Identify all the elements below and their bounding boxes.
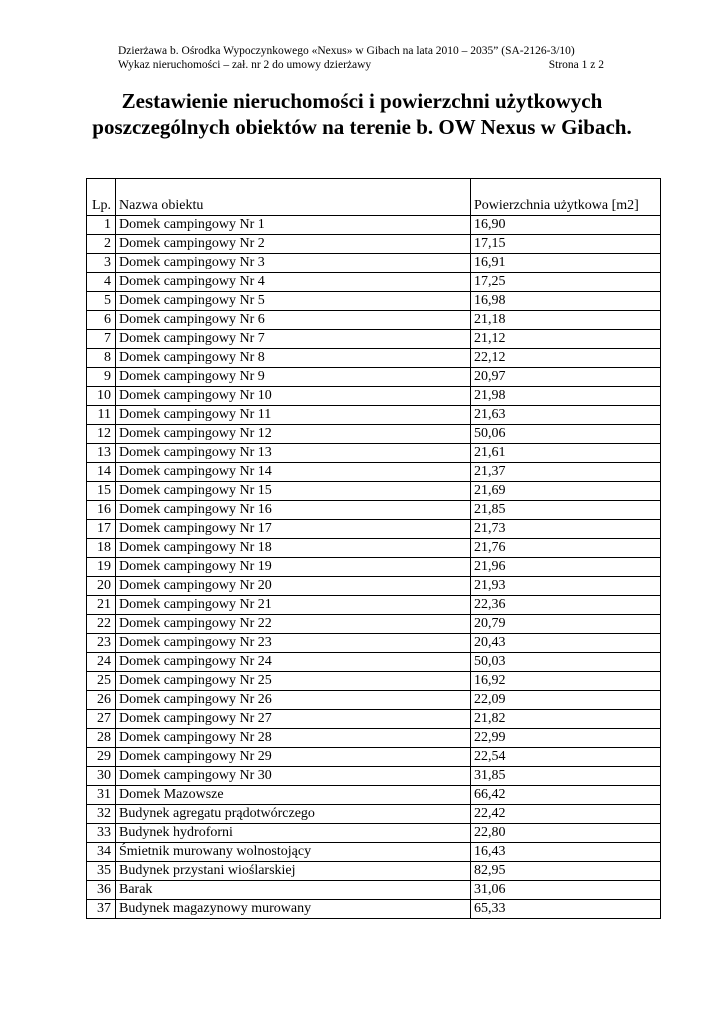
row-number: 34 (87, 843, 116, 862)
table-row (87, 254, 661, 273)
row-number: 24 (87, 653, 116, 672)
usable-area: 22,36 (471, 596, 661, 615)
row-number: 12 (87, 425, 116, 444)
table-row (87, 349, 661, 368)
table-row (87, 216, 661, 235)
object-name: Domek campingowy Nr 30 (116, 767, 471, 786)
usable-area: 16,98 (471, 292, 661, 311)
document-title: Zestawienie nieruchomości i powierzchni użytkowych poszczególnych obiektów na terenie b. OW Nexus w Gibach. (92, 89, 632, 139)
usable-area: 21,73 (471, 520, 661, 539)
property-table (86, 178, 661, 919)
table-row (87, 558, 661, 577)
object-name: Barak (116, 881, 471, 900)
usable-area: 21,69 (471, 482, 661, 501)
table-row (87, 330, 661, 349)
table-row (87, 786, 661, 805)
table-row (87, 653, 661, 672)
table-row (87, 748, 661, 767)
object-name: Domek campingowy Nr 19 (116, 558, 471, 577)
object-name: Domek campingowy Nr 12 (116, 425, 471, 444)
table-row (87, 387, 661, 406)
row-number: 22 (87, 615, 116, 634)
row-number: 16 (87, 501, 116, 520)
table-row (87, 672, 661, 691)
row-number: 6 (87, 311, 116, 330)
usable-area: 20,97 (471, 368, 661, 387)
usable-area: 50,03 (471, 653, 661, 672)
row-number: 28 (87, 729, 116, 748)
object-name: Domek campingowy Nr 28 (116, 729, 471, 748)
usable-area: 21,37 (471, 463, 661, 482)
usable-area: 16,43 (471, 843, 661, 862)
object-name: Śmietnik murowany wolnostojący (116, 843, 471, 862)
object-name: Domek campingowy Nr 11 (116, 406, 471, 425)
row-number: 5 (87, 292, 116, 311)
object-name: Budynek przystani wioślarskiej (116, 862, 471, 881)
object-name: Domek campingowy Nr 2 (116, 235, 471, 254)
object-name: Domek campingowy Nr 22 (116, 615, 471, 634)
object-name: Domek campingowy Nr 15 (116, 482, 471, 501)
table-row (87, 501, 661, 520)
object-name: Budynek hydroforni (116, 824, 471, 843)
row-number: 25 (87, 672, 116, 691)
object-name: Domek campingowy Nr 24 (116, 653, 471, 672)
object-name: Domek campingowy Nr 1 (116, 216, 471, 235)
table-row (87, 406, 661, 425)
row-number: 29 (87, 748, 116, 767)
object-name: Domek campingowy Nr 13 (116, 444, 471, 463)
usable-area: 16,91 (471, 254, 661, 273)
table-row (87, 805, 661, 824)
column-header-name: Nazwa obiektu (116, 179, 471, 216)
row-number: 13 (87, 444, 116, 463)
table-row (87, 843, 661, 862)
table-row (87, 292, 661, 311)
object-name: Domek campingowy Nr 14 (116, 463, 471, 482)
row-number: 27 (87, 710, 116, 729)
usable-area: 22,42 (471, 805, 661, 824)
row-number: 3 (87, 254, 116, 273)
table-row (87, 539, 661, 558)
object-name: Domek campingowy Nr 17 (116, 520, 471, 539)
table-row (87, 425, 661, 444)
table-row (87, 729, 661, 748)
row-number: 15 (87, 482, 116, 501)
row-number: 21 (87, 596, 116, 615)
usable-area: 21,63 (471, 406, 661, 425)
table-row (87, 634, 661, 653)
usable-area: 66,42 (471, 786, 661, 805)
object-name: Domek campingowy Nr 3 (116, 254, 471, 273)
table-row (87, 520, 661, 539)
object-name: Domek campingowy Nr 21 (116, 596, 471, 615)
usable-area: 31,06 (471, 881, 661, 900)
table-row (87, 368, 661, 387)
row-number: 14 (87, 463, 116, 482)
row-number: 7 (87, 330, 116, 349)
table-row (87, 881, 661, 900)
object-name: Domek campingowy Nr 20 (116, 577, 471, 596)
row-number: 10 (87, 387, 116, 406)
usable-area: 21,85 (471, 501, 661, 520)
table-row (87, 691, 661, 710)
table-row (87, 463, 661, 482)
row-number: 2 (87, 235, 116, 254)
row-number: 31 (87, 786, 116, 805)
table-header-row (87, 179, 661, 216)
object-name: Domek campingowy Nr 29 (116, 748, 471, 767)
row-number: 23 (87, 634, 116, 653)
usable-area: 21,76 (471, 539, 661, 558)
page-number: Strona 1 z 2 (548, 59, 604, 71)
table-body (87, 216, 661, 919)
object-name: Domek campingowy Nr 6 (116, 311, 471, 330)
usable-area: 22,09 (471, 691, 661, 710)
row-number: 30 (87, 767, 116, 786)
usable-area: 21,82 (471, 710, 661, 729)
object-name: Domek campingowy Nr 10 (116, 387, 471, 406)
row-number: 32 (87, 805, 116, 824)
row-number: 17 (87, 520, 116, 539)
row-number: 9 (87, 368, 116, 387)
row-number: 18 (87, 539, 116, 558)
row-number: 37 (87, 900, 116, 919)
table-row (87, 273, 661, 292)
column-header-area: Powierzchnia użytkowa [m2] (471, 179, 661, 216)
row-number: 1 (87, 216, 116, 235)
row-number: 35 (87, 862, 116, 881)
object-name: Domek Mazowsze (116, 786, 471, 805)
table-row (87, 862, 661, 881)
row-number: 26 (87, 691, 116, 710)
usable-area: 20,79 (471, 615, 661, 634)
object-name: Domek campingowy Nr 8 (116, 349, 471, 368)
row-number: 19 (87, 558, 116, 577)
table-row (87, 577, 661, 596)
row-number: 36 (87, 881, 116, 900)
object-name: Budynek agregatu prądotwórczego (116, 805, 471, 824)
usable-area: 82,95 (471, 862, 661, 881)
table-row (87, 615, 661, 634)
usable-area: 20,43 (471, 634, 661, 653)
column-header-lp: Lp. (87, 179, 116, 216)
row-number: 33 (87, 824, 116, 843)
object-name: Domek campingowy Nr 16 (116, 501, 471, 520)
usable-area: 22,99 (471, 729, 661, 748)
usable-area: 22,54 (471, 748, 661, 767)
row-number: 11 (87, 406, 116, 425)
object-name: Domek campingowy Nr 9 (116, 368, 471, 387)
usable-area: 21,12 (471, 330, 661, 349)
table-row (87, 596, 661, 615)
table-row (87, 824, 661, 843)
table-row (87, 444, 661, 463)
object-name: Domek campingowy Nr 7 (116, 330, 471, 349)
row-number: 20 (87, 577, 116, 596)
usable-area: 21,61 (471, 444, 661, 463)
table-row (87, 710, 661, 729)
table-row (87, 900, 661, 919)
row-number: 8 (87, 349, 116, 368)
object-name: Domek campingowy Nr 5 (116, 292, 471, 311)
usable-area: 16,90 (471, 216, 661, 235)
document-header-line-2 (118, 58, 604, 72)
attachment-label: Wykaz nieruchomości – zał. nr 2 do umowy dzierżawy (118, 59, 372, 71)
usable-area: 22,12 (471, 349, 661, 368)
usable-area: 21,96 (471, 558, 661, 577)
table-row (87, 482, 661, 501)
object-name: Domek campingowy Nr 25 (116, 672, 471, 691)
object-name: Domek campingowy Nr 26 (116, 691, 471, 710)
object-name: Domek campingowy Nr 4 (116, 273, 471, 292)
object-name: Domek campingowy Nr 27 (116, 710, 471, 729)
usable-area: 17,25 (471, 273, 661, 292)
usable-area: 21,93 (471, 577, 661, 596)
usable-area: 17,15 (471, 235, 661, 254)
usable-area: 22,80 (471, 824, 661, 843)
usable-area: 50,06 (471, 425, 661, 444)
usable-area: 31,85 (471, 767, 661, 786)
object-name: Domek campingowy Nr 18 (116, 539, 471, 558)
table-row (87, 235, 661, 254)
table-row (87, 767, 661, 786)
usable-area: 21,18 (471, 311, 661, 330)
document-header-line-1: Dzierżawa b. Ośrodka Wypoczynkowego «Nexus» w Gibach na lata 2010 – 2035” (SA-2126-3/10) (118, 45, 575, 57)
usable-area: 21,98 (471, 387, 661, 406)
object-name: Budynek magazynowy murowany (116, 900, 471, 919)
usable-area: 16,92 (471, 672, 661, 691)
table-row (87, 311, 661, 330)
object-name: Domek campingowy Nr 23 (116, 634, 471, 653)
row-number: 4 (87, 273, 116, 292)
usable-area: 65,33 (471, 900, 661, 919)
